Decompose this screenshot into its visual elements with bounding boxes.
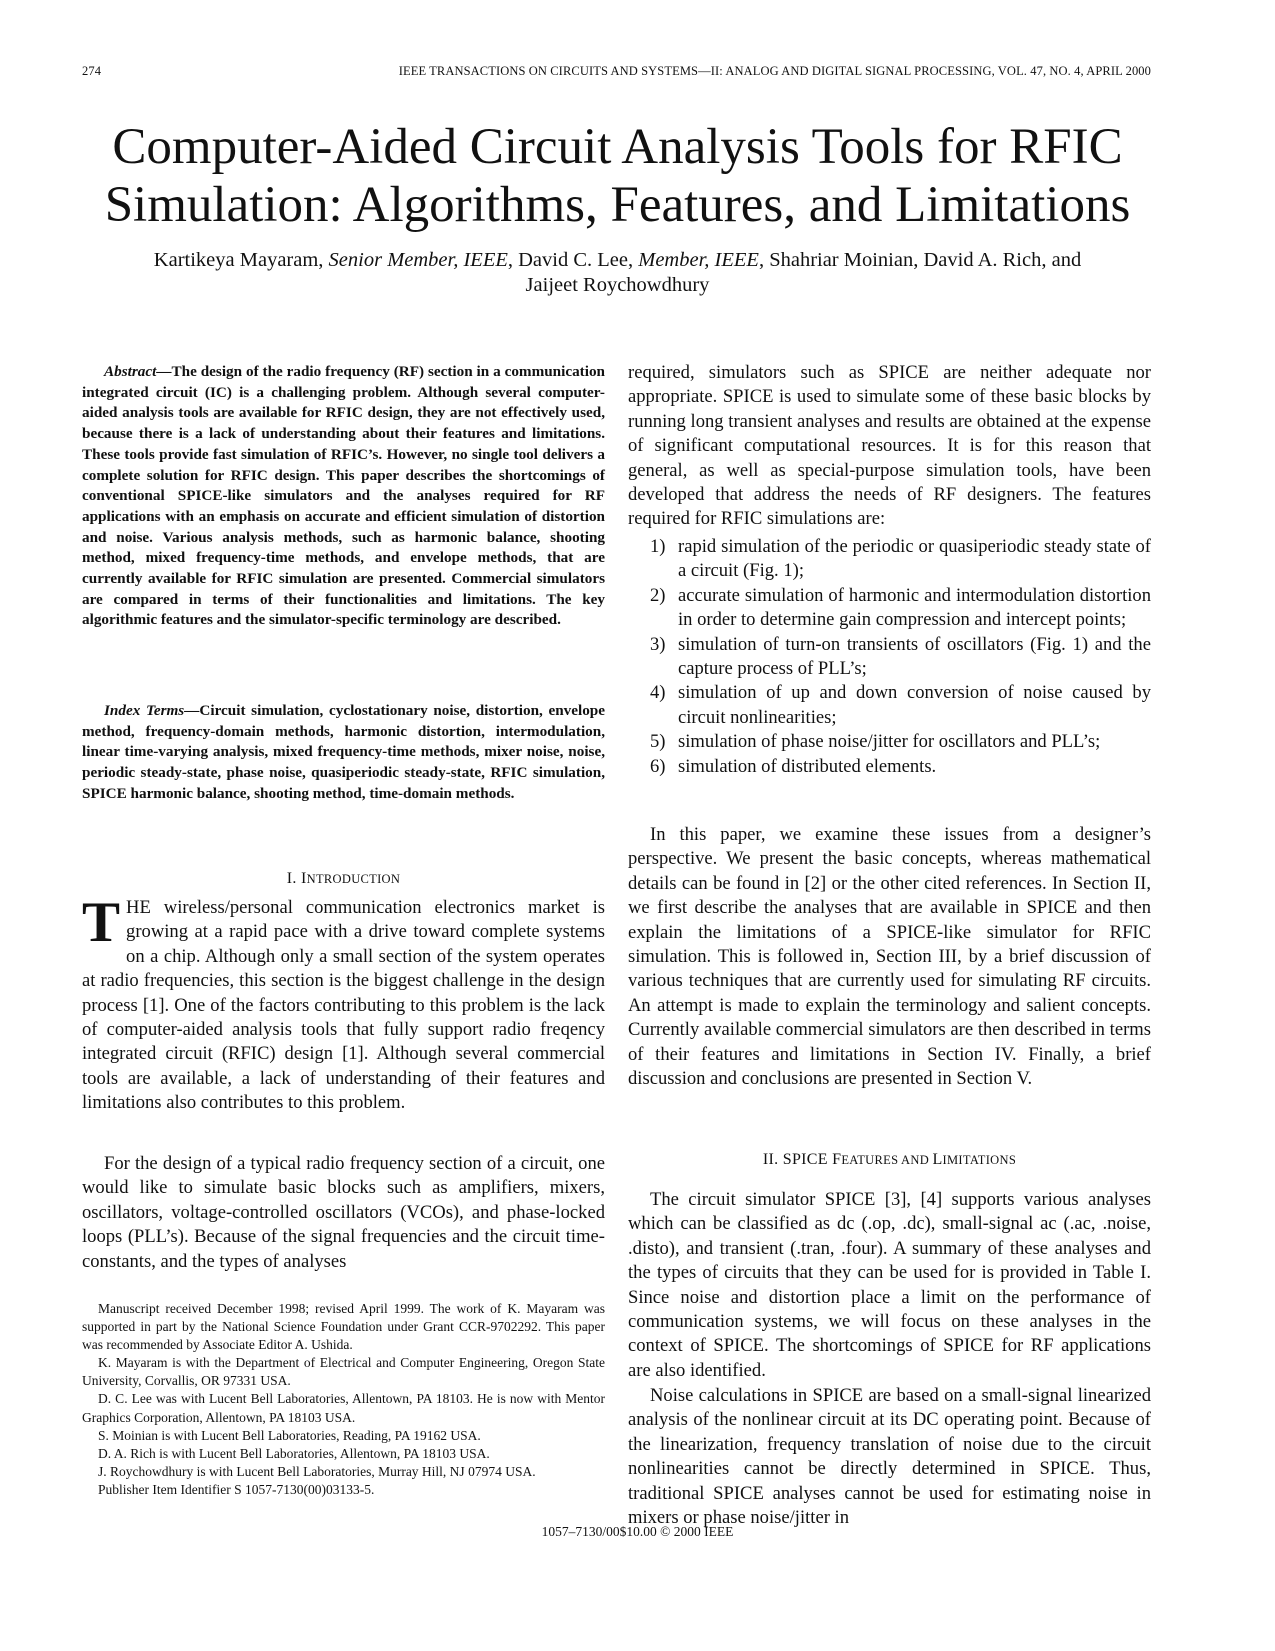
journal-header: IEEE TRANSACTIONS ON CIRCUITS AND SYSTEMS—II: ANALOG AND DIGITAL SIGNAL PROCESSING, VOL. 47, NO. 4, APRIL 2000 — [398, 64, 1151, 78]
section-1-initial: I — [301, 870, 307, 887]
list-number: 2) — [650, 584, 666, 606]
abstract-text: The design of the radio frequency (RF) section in a communication integrated circuit (IC) is a challenging problem. Although several computer-aided analysis tools are available for RFIC design, they are not effectively used, because there is a lack of understanding about their features and limitations. These tools provide fast simulation of RFIC’s. However, no single tool delivers a complete solution for RFIC design. This paper describes the shortcomings of conventional SPICE-like simulators and the analyses required for RF applications with an emphasis on accurate and efficient simulation of distortion and noise. Various analysis methods, such as harmonic balance, shooting method, mixed frequency-time methods, and envelope methods, that are currently available for RFIC simulation are presented. Commercial simulators are compared in terms of their functionalities and limitations. The key algorithmic features and the simulator-specific terminology are described. — [82, 363, 605, 629]
copyright-footer: 1057–7130/00$10.00 © 2000 IEEE — [541, 1524, 734, 1539]
list-text: simulation of phase noise/jitter for oscillators and PLL’s; — [678, 731, 1101, 753]
page-number: 274 — [82, 64, 102, 78]
author-1-role: Senior Member, IEEE — [328, 249, 508, 271]
list-item — [628, 633, 1151, 682]
title-line-2: Simulation: Algorithms, Features, and Limitations — [104, 177, 1131, 233]
drop-cap: T — [82, 891, 121, 954]
author-2: , David C. Lee, — [507, 249, 639, 271]
section-2-part-b: EATURES AND — [841, 1153, 933, 1167]
list-number: 5) — [650, 731, 666, 753]
intro-paragraph-2: For the design of a typical radio frequency section of a circuit, one would like to simulate basic blocks such as amplifiers, mixers, oscillators, voltage-controlled oscillators (VCOs), and phase-locked loops (PLL’s). Because of the signal frequencies and the circuit time-constants, and the types of analyses — [82, 1153, 605, 1272]
list-number: 1) — [650, 536, 666, 557]
list-item — [628, 681, 1151, 730]
section-2-heading — [628, 1151, 1151, 1169]
abstract — [82, 362, 605, 631]
footnote-7: Publisher Item Identifier S 1057-7130(00)03133-5. — [98, 1481, 375, 1497]
list-item — [628, 755, 1151, 779]
list-text: simulation of turn-on transients of oscillators (Fig. 1) and the capture process of PLL’s; — [678, 633, 1151, 680]
abstract-label: Abstract— — [104, 363, 172, 380]
intro-text-1: HE wireless/personal communication electronics market is growing at a rapid pace with a drive toward complete systems on a chip. Although only a small section of the system operates at radio frequencies, this section is the biggest challenge in the design process [1]. One of the factors contributing to this problem is the lack of computer-aided analysis tools that fully support radio freqency integrated circuit (RFIC) design [1]. Although several commercial tools are available, a lack of understanding of their features and limitations also contributes to this problem. — [82, 897, 605, 1114]
author-4: Jaijeet Roychowdhury — [525, 274, 710, 296]
right-col-paragraph-2: In this paper, we examine these issues from a designer’s perspective. We present the basic concepts, whereas mathematical details can be found in [2] or the other cited references. In Section II, we first describe the analyses that are available in SPICE and then explain the limitations of a SPICE-like simulator for RFIC simulation. This is followed in, Section III, by a brief discussion of various techniques that are currently used for simulating RF circuits. An attempt is made to explain the terminology and salient concepts. Currently available commercial simulators are then described in terms of their features and limitations in Section IV. Finally, a brief discussion and conclusions are presented in Section V. — [628, 824, 1151, 1090]
author-3: , Shahriar Moinian, David A. Rich, and — [758, 249, 1082, 271]
list-item — [628, 730, 1151, 754]
footnote-2: K. Mayaram is with the Department of Electrical and Computer Engineering, Oregon State University, Corvallis, OR 97331 USA. — [82, 1355, 605, 1389]
list-number: 3) — [650, 633, 666, 655]
section-2-paragraph-2: Noise calculations in SPICE are based on a small-signal linearized analysis of the nonlinear circuit at its DC operating point. Because of the linearization, frequency translation of noise due to the circuit nonlinearities cannot be directly determined in SPICE. Thus, traditional SPICE analyses cannot be used for estimating noise in mixers or phase noise/jitter in — [628, 1385, 1151, 1529]
section-2-paragraph-1: The circuit simulator SPICE [3], [4] supports various analyses which can be classified as dc (.op, .dc), small-signal ac (.ac, .noise, .disto), and transient (.tran, .four). A summary of these analyses and the types of circuits that they can be used for is provided in Table I. Since noise and distortion place a limit on the performance of communication systems, we will focus on these analyses in the context of SPICE. The shortcomings of SPICE for RF applications are also identified. — [628, 1189, 1151, 1381]
footnote-4: S. Moinian is with Lucent Bell Laboratories, Reading, PA 19162 USA. — [98, 1427, 481, 1443]
section-1-number: I. — [286, 870, 301, 887]
author-1: Kartikeya Mayaram, — [153, 249, 329, 271]
intro-paragraph-1 — [82, 891, 605, 1116]
list-number: 6) — [650, 755, 666, 777]
list-text: rapid simulation of the periodic or quasiperiodic steady state of a circuit (Fig. 1); — [678, 536, 1151, 582]
footnote-5: D. A. Rich is with Lucent Bell Laboratories, Allentown, PA 18103 USA. — [98, 1445, 490, 1461]
index-terms — [82, 701, 605, 805]
footnote-1: Manuscript received December 1998; revised April 1999. The work of K. Mayaram was supported in part by the National Science Foundation under Grant CCR-9702292. This paper was recommended by Associate Editor A. Ushida. — [82, 1301, 605, 1353]
section-2-part-c: L — [932, 1151, 943, 1168]
list-text: simulation of distributed elements. — [678, 755, 937, 777]
running-header — [82, 64, 1151, 82]
section-2-part-d: IMITATIONS — [942, 1153, 1017, 1167]
footnote-3: D. C. Lee was with Lucent Bell Laboratories, Allentown, PA 18103. He is now with Mentor Graphics Corporation, Allentown, PA 18103 USA. — [82, 1391, 605, 1425]
list-item — [628, 584, 1151, 633]
index-terms-label: Index Terms— — [104, 702, 200, 719]
list-text: simulation of up and down conversion of noise caused by circuit nonlinearities; — [678, 682, 1151, 728]
section-1-heading — [82, 870, 605, 888]
title-line-1: Computer-Aided Circuit Analysis Tools for RFIC — [112, 119, 1123, 175]
footnotes — [82, 1300, 605, 1499]
list-text: accurate simulation of harmonic and intermodulation distortion in order to determine gain compression and intercept points; — [678, 584, 1151, 631]
right-col-paragraph-1: required, simulators such as SPICE are neither adequate nor appropriate. SPICE is used to simulate some of these basic blocks by running long transient analyses and results are obtained at the expense of significant computational resources. It is for this reason that general, as well as special-purpose simulation tools, have been developed that address the needs of RF designers. The features required for RFIC simulations are: — [628, 362, 1151, 530]
section-1-rest: NTRODUCTION — [306, 872, 401, 886]
index-terms-text: Circuit simulation, cyclostationary noise, distortion, envelope method, frequency-domain methods, harmonic distortion, intermodulation, linear time-varying analysis, mixed frequency-time methods, mixer noise, noise, periodic steady-state, phase noise, quasiperiodic steady-state, RFIC simulation, SPICE harmonic balance, shooting method, time-domain methods. — [82, 702, 605, 802]
section-2-part-a: SPICE F — [782, 1151, 842, 1168]
section-2-number: II. — [762, 1151, 783, 1168]
paper-title — [60, 118, 1175, 234]
list-number: 4) — [650, 682, 666, 704]
footnote-6: J. Roychowdhury is with Lucent Bell Laboratories, Murray Hill, NJ 07974 USA. — [98, 1463, 536, 1479]
features-list — [628, 535, 1151, 779]
list-item — [628, 535, 1151, 584]
author-2-role: Member, IEEE — [638, 249, 759, 271]
author-list — [70, 248, 1165, 298]
